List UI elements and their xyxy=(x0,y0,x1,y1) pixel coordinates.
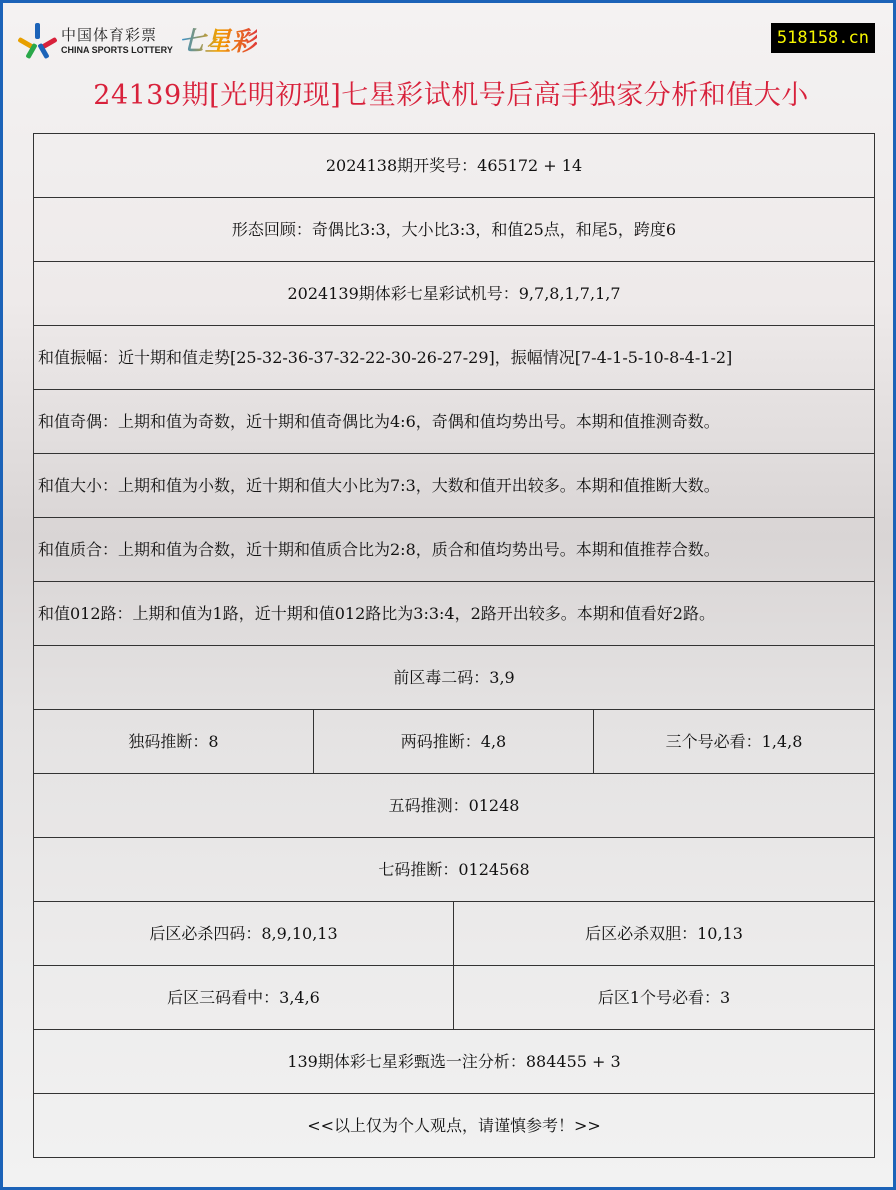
table-row xyxy=(34,966,875,1030)
table-row xyxy=(34,390,875,454)
trial-number-cell: 2024139期体彩七星彩试机号：9,7,8,1,7,1,7 xyxy=(34,262,875,326)
seven-code-cell: 七码推断：0124568 xyxy=(34,838,875,902)
back-kill-double-cell: 后区必杀双胆：10,13 xyxy=(454,902,875,966)
table-row xyxy=(34,1030,875,1094)
table-row xyxy=(34,646,875,710)
table-row xyxy=(34,902,875,966)
sum-012-route-cell: 和值012路：上期和值为1路，近十期和值012路比为3:3:4，2路开出较多。本期和值看好2路。 xyxy=(34,582,875,646)
table-row xyxy=(34,198,875,262)
table-row xyxy=(34,454,875,518)
logo-game-name: 七星彩 xyxy=(179,21,257,58)
table-row xyxy=(34,710,875,774)
selected-pick-cell: 139期体彩七星彩甄选一注分析：884455 + 3 xyxy=(34,1030,875,1094)
back-three-code-cell: 后区三码看中：3,4,6 xyxy=(34,966,454,1030)
table-row xyxy=(34,134,875,198)
table-row xyxy=(34,518,875,582)
logo-cn-text: 中国体育彩票 xyxy=(61,26,158,44)
sum-odd-even-cell: 和值奇偶：上期和值为奇数，近十期和值奇偶比为4:6，奇偶和值均势出号。本期和值推测奇数。 xyxy=(34,390,875,454)
china-sports-lottery-logo xyxy=(21,21,257,58)
sum-amplitude-cell: 和值振幅：近十期和值走势[25-32-36-37-32-22-30-26-27-29]，振幅情况[7-4-1-5-10-8-4-1-2] xyxy=(34,326,875,390)
last-draw-cell: 2024138期开奖号：465172 + 14 xyxy=(34,134,875,198)
pattern-review-cell: 形态回顾：奇偶比3:3，大小比3:3，和值25点，和尾5，跨度6 xyxy=(34,198,875,262)
two-code-cell: 两码推断：4,8 xyxy=(314,710,594,774)
table-row xyxy=(34,326,875,390)
back-one-code-cell: 后区1个号必看：3 xyxy=(454,966,875,1030)
analysis-table xyxy=(33,133,875,1158)
site-badge[interactable]: 518158.cn xyxy=(771,23,875,53)
table-row xyxy=(34,1094,875,1158)
single-code-cell: 独码推断：8 xyxy=(34,710,314,774)
table-row xyxy=(34,582,875,646)
sum-big-small-cell: 和值大小：上期和值为小数，近十期和值大小比为7:3，大数和值开出较多。本期和值推断大数。 xyxy=(34,454,875,518)
lottery-logo-icon xyxy=(21,23,55,57)
front-kill-two-cell: 前区毒二码：3,9 xyxy=(34,646,875,710)
back-kill-four-cell: 后区必杀四码：8,9,10,13 xyxy=(34,902,454,966)
sum-prime-composite-cell: 和值质合：上期和值为合数，近十期和值质合比为2:8，质合和值均势出号。本期和值推荐合数。 xyxy=(34,518,875,582)
five-code-cell: 五码推测：01248 xyxy=(34,774,875,838)
three-code-cell: 三个号必看：1,4,8 xyxy=(594,710,875,774)
table-row xyxy=(34,838,875,902)
table-row xyxy=(34,262,875,326)
page-title: 24139期[光明初现]七星彩试机号后高手独家分析和值大小 xyxy=(93,80,809,111)
disclaimer-cell: <<以上仅为个人观点，请谨慎参考！>> xyxy=(34,1094,875,1158)
table-row xyxy=(34,774,875,838)
logo-en-text: CHINA SPORTS LOTTERY xyxy=(61,45,173,55)
